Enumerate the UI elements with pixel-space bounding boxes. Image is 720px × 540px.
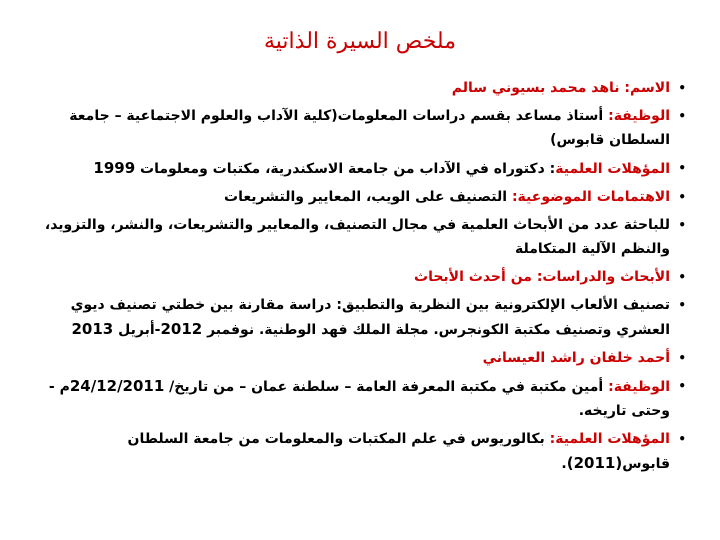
second-qualifications-text-2: . [561,456,567,472]
list-item-research-heading [25,265,690,289]
qualifications-label: المؤهلات العلمية [555,161,670,177]
second-qualifications-text: بكالوريوس في علم المكتبات والمعلومات من جامعة السلطان قابوس [127,431,670,472]
interests-text: التصنيف على الويب، المعايير والتشريعات [224,189,512,205]
list-item-qualifications [25,156,690,181]
bullet-icon: • [678,298,686,312]
list-item-second-qualifications [25,427,690,476]
list-item-research-areas [25,213,690,261]
paper-text: تصنيف الألعاب الإلكترونية بين النظرية والتطبيق: دراسة مقارنة بين خطتي تصنيف ديوي العشري وتصنيف مكتبة الكونجرس. مجلة الملك فهد الوطنية. نوفمبر [70,297,670,338]
qualifications-year: 1999 [93,159,136,177]
list-item-name [25,76,690,100]
bullet-icon: • [678,351,686,365]
bullet-icon: • [678,270,686,284]
paper-text-2: -أبريل [113,322,161,338]
name-label: الاسم: ناهد محمد بسيوني سالم [451,80,670,96]
interests-label: الاهتمامات الموضوعية: [511,189,670,205]
bullet-icon: • [678,161,686,175]
bullet-icon: • [678,432,686,446]
second-name-label: أحمد خلفان راشد العيساني [482,350,670,366]
paper-date-end: 2013 [71,320,114,338]
list-item-research-paper [25,293,690,342]
second-qualifications-year: (2011) [566,454,623,472]
list-item-job [25,104,690,152]
bullet-icon: • [678,81,686,95]
second-job-label: الوظيفة: [608,379,670,395]
list-item-second-name [25,346,690,370]
second-qualifications-label: المؤهلات العلمية: [549,431,670,447]
bullet-list [25,76,690,480]
list-item-interests [25,185,690,209]
second-job-text-2: م - وحتى تاريخه. [48,379,670,419]
job-text: أستاذ مساعد بقسم دراسات المعلومات(كلية الآداب والعلوم الاجتماعية – جامعة السلطان قابوس) [69,108,670,148]
second-job-date: 24/12/2011 [69,377,165,395]
research-heading: الأبحاث والدراسات: من أحدث الأبحاث [414,269,670,285]
bullet-icon: • [678,379,686,393]
qualifications-text: : دكتوراه في الآداب من جامعة الاسكندرية، مكتبات ومعلومات [135,161,556,177]
slide-title: ملخص السيرة الذاتية [264,29,456,54]
research-areas-text: للباحثة عدد من الأبحاث العلمية في مجال التصنيف، والمعايير والتشريعات، والنشر، والتزويد، والنظم الآلية المتكاملة [44,217,670,257]
bullet-icon: • [678,109,686,123]
second-job-text: أمين مكتبة في مكتبة المعرفة العامة – سلطنة عمان – من تاريخ/ [164,379,609,395]
paper-date-start: 2012 [160,320,203,338]
bullet-icon: • [678,218,686,232]
job-label: الوظيفة: [608,108,670,124]
bullet-icon: • [678,190,686,204]
list-item-second-job [25,374,690,423]
